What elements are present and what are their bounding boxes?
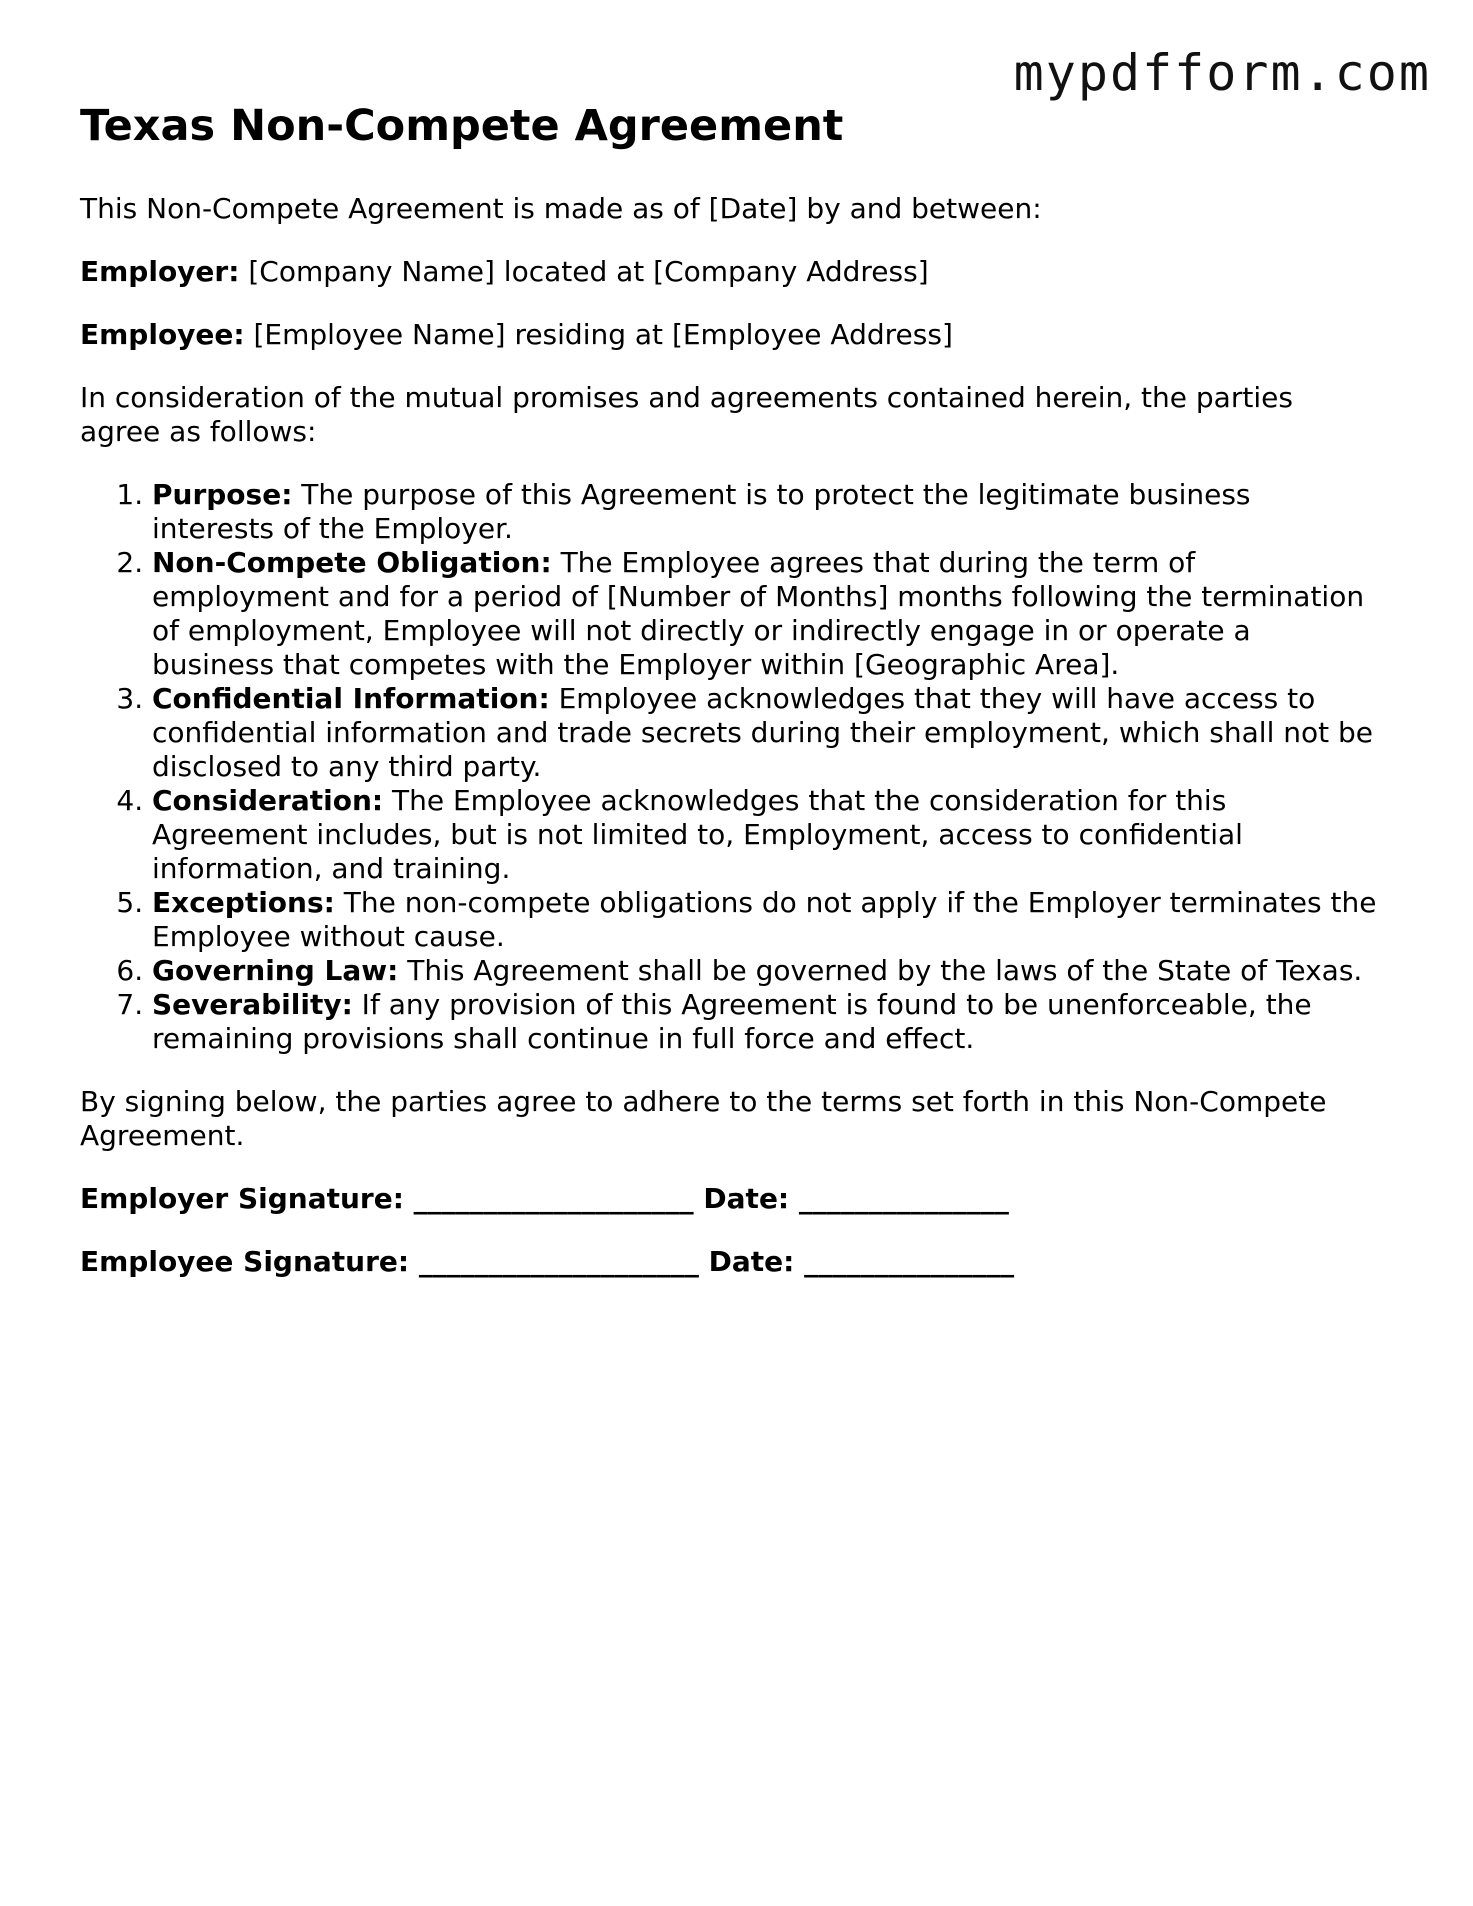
clause-label: Consideration: (152, 784, 384, 817)
clause-list (80, 478, 1380, 1056)
closing-paragraph: By signing below, the parties agree to adhere to the terms set forth in this Non-Compete Agreement. (80, 1085, 1327, 1152)
clause-text: The Employee agrees that during the term of employment and for a period of [Number of Months] months following the termination of employment, Employee will not directly or indirectly engage in or operate a business that competes with the Employer within [Geographic Area]. (152, 546, 1365, 681)
employer-signature-line[interactable]: Employer Signature: ____________________ Date: _______________ (80, 1182, 1009, 1215)
clause-label: Governing Law: (152, 954, 399, 987)
clause-confidential (152, 682, 1380, 784)
intro-paragraph: This Non-Compete Agreement is made as of [Date] by and between: (80, 192, 1042, 225)
employee-signature-line[interactable]: Employee Signature: ____________________ Date: _______________ (80, 1245, 1015, 1278)
clause-severability (152, 988, 1380, 1056)
clause-exceptions (152, 886, 1380, 954)
clause-text: The Employee acknowledges that the consideration for this Agreement includes, but is not limited to, Employment, access to confidential information, and training. (152, 784, 1243, 885)
consideration-intro: In consideration of the mutual promises and agreements contained herein, the parties agree as follows: (80, 381, 1293, 448)
employer-line (80, 255, 1380, 289)
clause-consideration (152, 784, 1380, 886)
clause-label: Exceptions: (152, 886, 335, 919)
clause-text: If any provision of this Agreement is found to be unenforceable, the remaining provisions shall continue in full force and effect. (152, 988, 1312, 1055)
employee-text: [Employee Name] residing at [Employee Address] (244, 318, 953, 351)
employer-text: [Company Name] located at [Company Address] (239, 255, 929, 288)
document-title: Texas Non-Compete Agreement (80, 101, 844, 151)
clause-purpose (152, 478, 1380, 546)
document-page (80, 100, 1380, 1308)
employer-label: Employer: (80, 255, 240, 288)
watermark: mypdfform.com (1013, 44, 1431, 102)
clause-text: This Agreement shall be governed by the laws of the State of Texas. (398, 954, 1363, 987)
clause-text: Employee acknowledges that they will have access to confidential information and trade secrets during their employment, which shall not be disclosed to any third party. (152, 682, 1374, 783)
clause-governing-law (152, 954, 1380, 988)
clause-label: Non-Compete Obligation: (152, 546, 552, 579)
clause-label: Confidential Information: (152, 682, 550, 715)
clause-non-compete (152, 546, 1380, 682)
clause-label: Purpose: (152, 478, 293, 511)
employee-line (80, 318, 1380, 352)
clause-text: The non-compete obligations do not apply if the Employer terminates the Employee without cause. (152, 886, 1377, 953)
clause-text: The purpose of this Agreement is to protect the legitimate business interests of the Employer. (152, 478, 1251, 545)
employee-label: Employee: (80, 318, 245, 351)
clause-label: Severability: (152, 988, 353, 1021)
